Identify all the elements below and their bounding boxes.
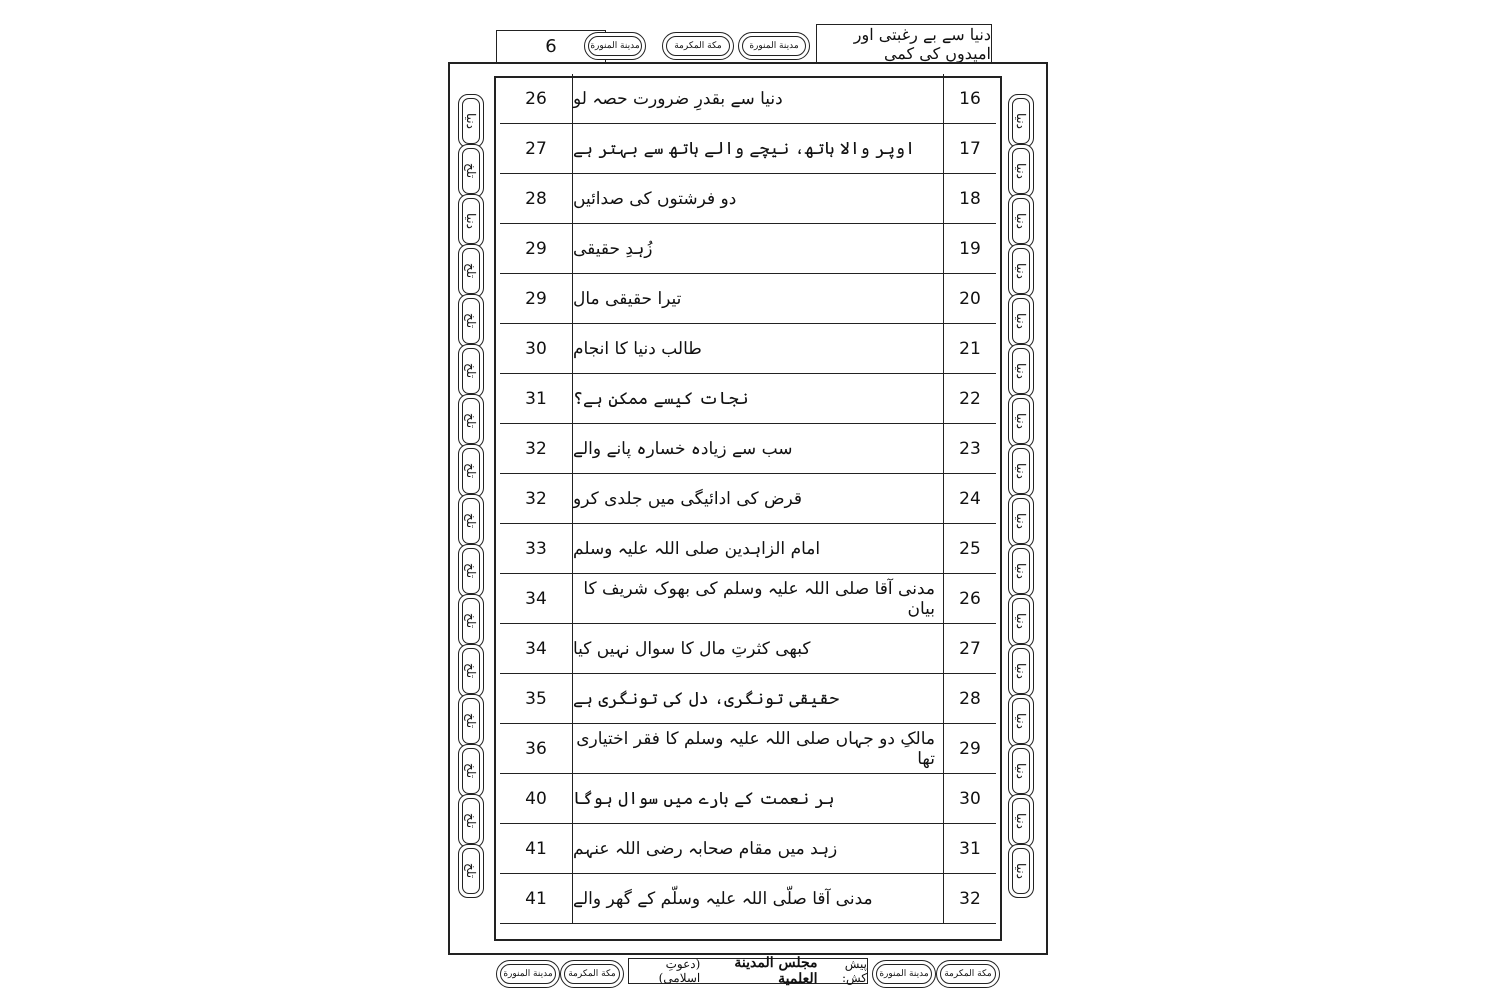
toc-entry-title: زہد میں مقام صحابہ رضی اللہ عنہم — [572, 824, 944, 873]
footer-emblem-1: مدينة المنورة — [496, 960, 560, 988]
chapter-title: دنیا سے بے رغبتی اور امیدوں کی کمی — [816, 24, 992, 62]
side-cartouche: دنیا — [1008, 94, 1034, 148]
side-cartouche: دنیا — [1008, 344, 1034, 398]
side-cartouche: دنیا — [1008, 694, 1034, 748]
footer-emblem-3: مدينة المنورة — [872, 960, 936, 988]
toc-row — [500, 724, 996, 774]
toc-page-number: 41 — [525, 838, 547, 859]
side-cartouche: دنیا — [1008, 794, 1034, 848]
toc-entry-title: مالکِ دو جہاں صلی اللہ علیہ وسلم کا فقر اختیاری تھا — [572, 724, 944, 773]
toc-row — [500, 474, 996, 524]
toc-row — [500, 274, 996, 324]
side-cartouche: دنیا — [1008, 144, 1034, 198]
toc-entry-number: 27 — [959, 638, 981, 659]
toc-page-number: 29 — [525, 238, 547, 259]
toc-row — [500, 674, 996, 724]
toc-row — [500, 174, 996, 224]
toc-entry-number: 25 — [959, 538, 981, 559]
toc-entry-title: سب سے زیادہ خسارہ پانے والے — [572, 424, 944, 473]
toc-entry-title: تیرا حقیقی مال — [572, 274, 944, 323]
toc-page-number: 34 — [525, 588, 547, 609]
toc-page-number: 32 — [525, 438, 547, 459]
toc-row — [500, 774, 996, 824]
side-cartouche: دنیا — [1008, 544, 1034, 598]
toc-page-number: 29 — [525, 288, 547, 309]
toc-entry-title: قرض کی ادائیگی میں جلدی کرو — [572, 474, 944, 523]
toc-page — [448, 20, 1052, 987]
side-cartouche: دنیا — [458, 194, 484, 248]
toc-entry-title: اوپر والا ہاتھ، نیچے والے ہاتھ سے بہتر ہے — [572, 124, 944, 173]
publisher-name: مجلس المدینة العلمیة — [734, 955, 818, 987]
toc-entry-number: 28 — [959, 688, 981, 709]
right-ornament-column — [1006, 92, 1036, 932]
side-cartouche: دنیا — [1008, 844, 1034, 898]
toc-entry-number: 32 — [959, 888, 981, 909]
side-cartouche: تلخ — [458, 444, 484, 498]
toc-entry-number: 22 — [959, 388, 981, 409]
toc-page-number: 41 — [525, 888, 547, 909]
toc-entry-number: 19 — [959, 238, 981, 259]
toc-entry-number: 29 — [959, 738, 981, 759]
toc-entry-title: کبھی کثرتِ مال کا سوال نہیں کیا — [572, 624, 944, 673]
toc-page-number: 40 — [525, 788, 547, 809]
publisher-box — [628, 955, 868, 987]
toc-entry-number: 18 — [959, 188, 981, 209]
publisher-org: (دعوتِ اسلامی) — [658, 957, 701, 985]
side-cartouche: دنیا — [1008, 194, 1034, 248]
emblem-makkah: مكة المكرمة — [662, 32, 734, 60]
side-cartouche: تلخ — [458, 594, 484, 648]
toc-entry-title: دنیا سے بقدرِ ضرورت حصہ لو — [572, 74, 944, 123]
side-cartouche: تلخ — [458, 244, 484, 298]
side-cartouche: دنیا — [1008, 594, 1034, 648]
toc-entry-number: 31 — [959, 838, 981, 859]
toc-page-number: 35 — [525, 688, 547, 709]
side-cartouche: دنیا — [1008, 394, 1034, 448]
side-cartouche: تلخ — [458, 294, 484, 348]
toc-row — [500, 424, 996, 474]
side-cartouche: تلخ — [458, 744, 484, 798]
toc-entry-title: ہر نعمت کے بارے میں سوال ہوگا — [572, 774, 944, 823]
side-cartouche: دنیا — [1008, 294, 1034, 348]
toc-row — [500, 374, 996, 424]
toc-row — [500, 574, 996, 624]
toc-row — [500, 74, 996, 124]
toc-page-number: 28 — [525, 188, 547, 209]
toc-entry-number: 30 — [959, 788, 981, 809]
side-cartouche: تلخ — [458, 394, 484, 448]
toc-page-number: 26 — [525, 88, 547, 109]
emblem-medina: مدینة المنورة — [584, 32, 646, 60]
side-cartouche: دنیا — [458, 94, 484, 148]
toc-row — [500, 224, 996, 274]
side-cartouche: تلخ — [458, 144, 484, 198]
toc-entry-number: 17 — [959, 138, 981, 159]
toc-row — [500, 124, 996, 174]
toc-entry-number: 20 — [959, 288, 981, 309]
toc-entry-title: طالب دنیا کا انجام — [572, 324, 944, 373]
toc-entry-number: 21 — [959, 338, 981, 359]
left-ornament-column — [456, 92, 486, 932]
toc-entry-number: 26 — [959, 588, 981, 609]
toc-entry-number: 24 — [959, 488, 981, 509]
footer-emblem-4: مكة المكرمة — [936, 960, 1000, 988]
toc-entry-title: زُہدِ حقیقی — [572, 224, 944, 273]
side-cartouche: تلخ — [458, 844, 484, 898]
emblem-medina-2: مدينة المنورة — [738, 32, 810, 60]
toc-page-number: 36 — [525, 738, 547, 759]
side-cartouche: دنیا — [1008, 444, 1034, 498]
toc-entry-title: حقیقی تونگری، دل کی تونگری ہے — [572, 674, 944, 723]
side-cartouche: دنیا — [1008, 644, 1034, 698]
toc-page-number: 33 — [525, 538, 547, 559]
toc-entry-title: نجات کیسے ممکن ہے؟ — [572, 374, 944, 423]
toc-entry-title: مدنی آقا صلّی اللہ علیہ وسلّم کے گھر والے — [572, 874, 944, 923]
toc-entry-number: 23 — [959, 438, 981, 459]
toc-page-number: 27 — [525, 138, 547, 159]
side-cartouche: دنیا — [1008, 244, 1034, 298]
page-number: 6 — [496, 30, 606, 63]
side-cartouche: دنیا — [1008, 494, 1034, 548]
side-cartouche: تلخ — [458, 794, 484, 848]
toc-page-number: 34 — [525, 638, 547, 659]
presented-by-label: پیش کش: — [841, 957, 867, 985]
toc-page-number: 30 — [525, 338, 547, 359]
toc-row — [500, 524, 996, 574]
side-cartouche: تلخ — [458, 344, 484, 398]
toc-row — [500, 824, 996, 874]
footer-emblem-2: مكة المكرمة — [560, 960, 624, 988]
toc-entry-title: امام الزاہدین صلی اللہ علیہ وسلم — [572, 524, 944, 573]
side-cartouche: دنیا — [1008, 744, 1034, 798]
toc-row — [500, 874, 996, 924]
toc-page-number: 32 — [525, 488, 547, 509]
side-cartouche: تلخ — [458, 544, 484, 598]
toc-entry-number: 16 — [959, 88, 981, 109]
side-cartouche: تلخ — [458, 694, 484, 748]
toc-page-number: 31 — [525, 388, 547, 409]
side-cartouche: تلخ — [458, 644, 484, 698]
toc-row — [500, 324, 996, 374]
toc-row — [500, 624, 996, 674]
toc-entry-title: دو فرشتوں کی صدائیں — [572, 174, 944, 223]
side-cartouche: تلخ — [458, 494, 484, 548]
toc-entry-title: مدنی آقا صلی اللہ علیہ وسلم کی بھوک شریف کا بیان — [572, 574, 944, 623]
